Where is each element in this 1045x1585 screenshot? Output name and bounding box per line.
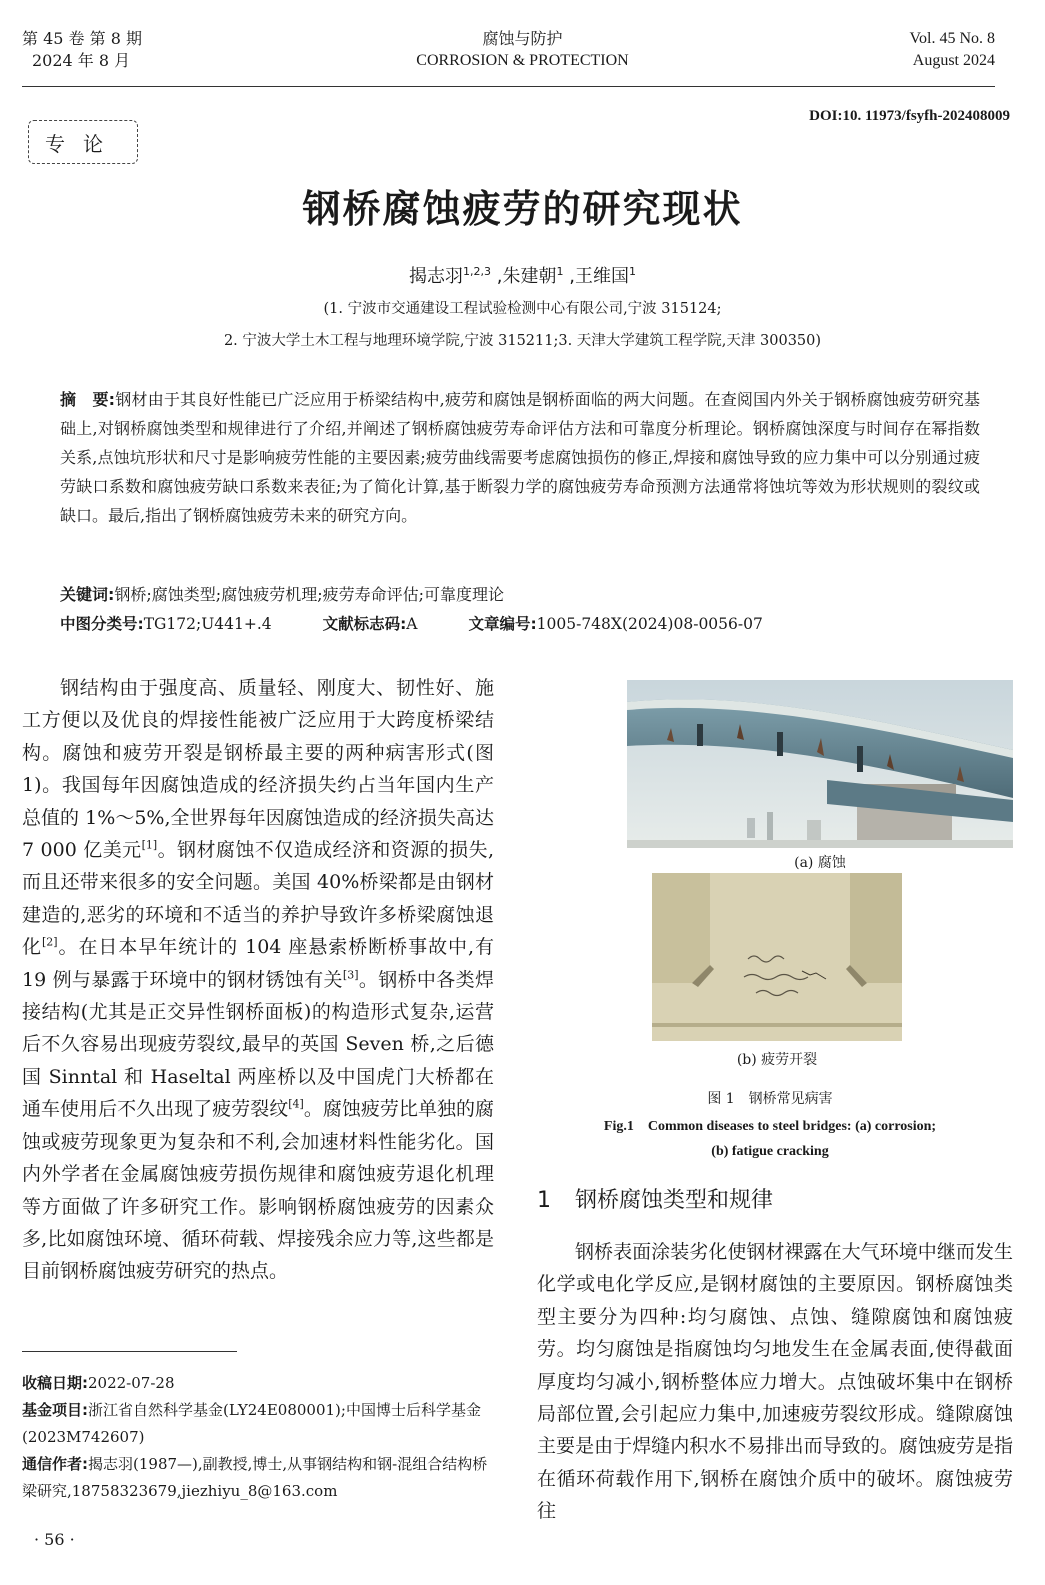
corr-label: 通信作者: — [22, 1455, 88, 1473]
fund-value: 浙江省自然科学基金(LY24E080001);中国博士后科学基金(2023M742607) — [22, 1401, 481, 1446]
figure-caption-en-line2: (b) fatigue cracking — [711, 1144, 829, 1159]
fund-info — [22, 1397, 502, 1451]
intro-text — [22, 672, 494, 1288]
article-no-value: 1005-748X(2024)08-0056-07 — [536, 615, 763, 633]
header-rule — [22, 86, 995, 87]
intro-text-e: 。腐蚀疲劳比单独的腐蚀或疲劳现象更为复杂和不利,会加速材料性能劣化。国内外学者在金属腐蚀疲劳损伤规律和腐蚀疲劳退化机理等方面做了许多研究工作。影响钢桥腐蚀疲劳的因素众多,比如腐蚀环境、循环荷载、焊接残余应力等,这些都是目前钢桥腐蚀疲劳研究的热点。 — [22, 1098, 494, 1283]
affiliation-line-1: (1. 宁波市交通建设工程试验检测中心有限公司,宁波 315124; — [323, 301, 722, 317]
keywords-text: 钢桥;腐蚀类型;腐蚀疲劳机理;疲劳寿命评估;可靠度理论 — [114, 585, 504, 604]
intro-text-c: 。在日本早年统计的 104 座悬索桥断桥事故中,有 19 例与暴露于环境中的钢材锈蚀有关 — [22, 936, 494, 991]
intro-text-b: 。钢材腐蚀不仅造成经济和资源的损失,而且还带来很多的安全问题。美国 40%桥梁都是由钢材建造的,恶劣的环境和不适当的养护导致许多桥梁腐蚀退化 — [22, 839, 494, 959]
corr-value: 揭志羽(1987—),副教授,博士,从事钢结构和钢-混组合结构桥梁研究,18758323679,jiezhiyu_8@163.com — [22, 1455, 488, 1500]
month-year-text: August 2024 — [912, 52, 995, 69]
author-1: 揭志羽 — [409, 266, 464, 287]
abstract — [60, 385, 980, 530]
section-1-heading — [537, 1183, 773, 1214]
figure-photo-corrosion — [627, 680, 1013, 848]
author-2: ,朱建朝 — [491, 266, 557, 287]
clc-label: 中图分类号: — [60, 615, 144, 633]
author-line — [0, 262, 1045, 288]
classification-row — [60, 612, 809, 634]
doc-code-value: A — [406, 615, 418, 633]
intro-text-a: 钢结构由于强度高、质量轻、刚度大、韧性好、施工方便以及优良的焊接性能被广泛应用于大跨度桥梁结构。腐蚀和疲劳开裂是钢桥最主要的两种病害形式(图 1)。我国每年因腐蚀造成的经济损失约占当年国内生产总值的 1%～5%,全世界每年因腐蚀造成的经济损失高达 7 000 亿美元 — [22, 677, 494, 862]
ref-2[interactable]: [2] — [41, 935, 58, 949]
issue-date-text: 2024 年 8 月 — [32, 51, 131, 70]
abstract-text: 钢材由于其良好性能已广泛应用于桥梁结构中,疲劳和腐蚀是钢桥面临的两大问题。在查阅国内外关于钢桥腐蚀疲劳研究基础上,对钢桥腐蚀类型和规律进行了介绍,并阐述了钢桥腐蚀疲劳寿命评估方法和可靠度分析理论。钢桥腐蚀深度与时间存在幂指数关系,点蚀坑形状和尺寸是影响疲劳性能的主要因素;疲劳曲线需要考虑腐蚀损伤的修正,焊接和腐蚀导致的应力集中可以分别通过疲劳缺口系数和腐蚀疲劳缺口系数来表征;为了简化计算,基于断裂力学的腐蚀疲劳寿命预测方法通常将蚀坑等效为形状规则的裂纹或缺口。最后,指出了钢桥腐蚀疲劳未来的研究方向。 — [60, 390, 980, 525]
received-date — [22, 1370, 502, 1397]
received-value: 2022-07-28 — [88, 1374, 175, 1392]
intro-paragraph — [22, 672, 494, 1288]
fund-label: 基金项目: — [22, 1401, 88, 1419]
clc-item — [60, 615, 272, 633]
ref-4[interactable]: [4] — [288, 1097, 304, 1111]
journal-name-en: CORROSION & PROTECTION — [416, 52, 629, 69]
section-1-body — [537, 1236, 1013, 1528]
ref-3[interactable]: [3] — [342, 968, 359, 982]
footnotes — [22, 1370, 502, 1505]
section-1-number: 1 — [537, 1188, 551, 1213]
journal-vol-en — [910, 28, 996, 72]
figure-subcaption-a: (a) 腐蚀 — [794, 855, 846, 871]
affiliation-line-2: 2. 宁波大学土木工程与地理环境学院,宁波 315211;3. 天津大学建筑工程学院,天津 300350) — [223, 333, 822, 349]
article-title: 钢桥腐蚀疲劳的研究现状 — [302, 187, 743, 231]
author-1-affil: 1,2,3 — [463, 265, 492, 278]
author-2-affil: 1 — [556, 265, 564, 278]
figure-caption-zh: 图 1 钢桥常见病害 — [707, 1091, 833, 1107]
author-3-affil: 1 — [628, 265, 636, 278]
doc-code-item — [323, 615, 418, 633]
corresponding-author — [22, 1451, 502, 1505]
figure-photo-fatigue-crack — [652, 873, 902, 1041]
section-1-paragraph: 钢桥表面涂装劣化使钢材裸露在大气环境中继而发生化学或电化学反应,是钢材腐蚀的主要原因。钢桥腐蚀类型主要分为四种:均匀腐蚀、点蚀、缝隙腐蚀和腐蚀疲劳。均匀腐蚀是指腐蚀均匀地发生在金属表面,使得截面厚度均匀减小,钢桥整体应力增大。点蚀破坏集中在钢桥局部位置,会引起应力集中,加速疲劳裂纹形成。缝隙腐蚀主要是由于焊缝内积水不易排出而导致的。腐蚀疲劳是指在循环荷载作用下,钢桥在腐蚀介质中的破坏。腐蚀疲劳往 — [537, 1241, 1013, 1523]
vol-no-text: Vol. 45 No. 8 — [909, 30, 995, 47]
figure-caption-en-line1: Fig.1 Common diseases to steel bridges: (a) corrosion; — [603, 1119, 937, 1134]
clc-value: TG172;U441+.4 — [143, 615, 272, 633]
keywords-label: 关键词: — [60, 585, 115, 604]
column-tag-text: 专论 — [45, 131, 121, 156]
journal-name — [330, 28, 715, 72]
abstract-label: 摘 要: — [60, 390, 116, 409]
journal-name-zh: 腐蚀与防护 — [482, 29, 563, 48]
volume-issue-text: 第 45 卷 第 8 期 — [22, 29, 142, 48]
received-label: 收稿日期: — [22, 1374, 88, 1392]
figure-caption-en — [520, 1114, 1020, 1164]
footnote-rule — [22, 1351, 237, 1352]
article-no-item — [468, 615, 762, 633]
column-tag — [28, 120, 138, 164]
ref-1[interactable]: [1] — [141, 838, 158, 852]
doi[interactable]: DOI:10. 11973/fsyfh-202408009 — [809, 108, 1010, 124]
doc-code-label: 文献标志码: — [322, 615, 407, 633]
page-number: · 56 · — [34, 1530, 75, 1549]
author-3: ,王维国 — [563, 266, 629, 287]
journal-volume-issue — [22, 28, 142, 72]
bridge-photo-svg — [627, 680, 1013, 848]
section-1-title: 钢桥腐蚀类型和规律 — [575, 1188, 774, 1213]
keywords — [60, 580, 504, 610]
article-no-label: 文章编号: — [468, 615, 537, 633]
crack-photo-svg — [652, 873, 902, 1041]
figure-subcaption-b: (b) 疲劳开裂 — [736, 1052, 818, 1068]
intro-text-d: 。钢桥中各类焊接结构(尤其是正交异性钢桥面板)的构造形式复杂,运营后不久容易出现疲劳裂纹,最早的英国 Seven 桥,之后德国 Sinntal 和 Haseltal 两座桥以及中国虎门大桥都在通车使用后不久出现了疲劳裂纹 — [22, 968, 494, 1121]
